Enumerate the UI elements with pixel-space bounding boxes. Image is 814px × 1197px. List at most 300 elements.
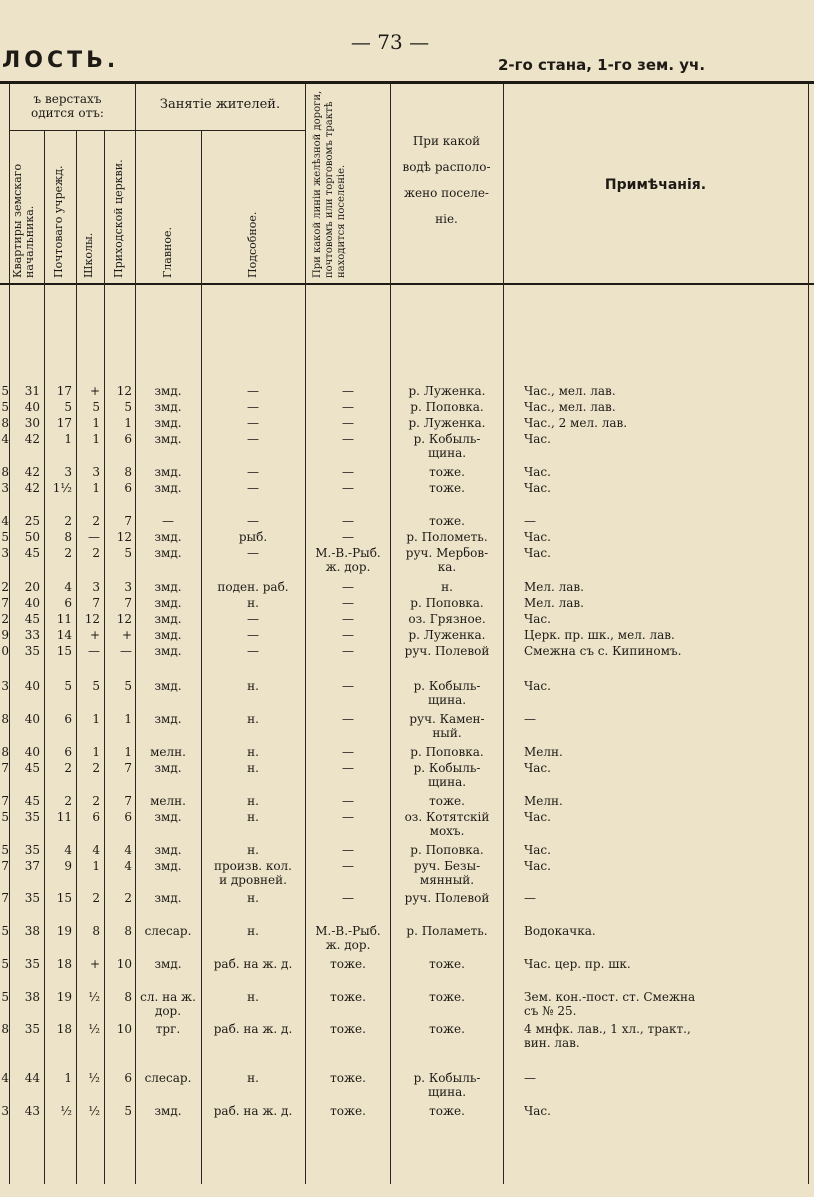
row-11-rail-cell — [306, 596, 390, 610]
row-21-edge: 5 — [1, 843, 9, 857]
row-2-sub: — — [247, 400, 259, 414]
row-18-edge: 7 — [1, 761, 9, 775]
row-1-b: 17 — [56, 384, 72, 398]
row-27-note: 4 мнфк. лав., 1 хл., тракт., — [524, 1022, 691, 1036]
row-1-rail: — — [342, 384, 354, 398]
row-20-sub-cell — [202, 810, 304, 824]
row-10-main: змд. — [154, 580, 182, 594]
row-2-main-cell — [137, 400, 199, 414]
row-20-a: 35 — [24, 810, 40, 824]
row-22-main-cell — [137, 859, 199, 873]
row-22-rail-cell — [306, 859, 390, 873]
row-26-main-cell — [137, 990, 199, 1018]
row-28-a-cell — [12, 1071, 40, 1085]
row-4-c: 1 — [92, 432, 100, 446]
row-10-water: н. — [441, 580, 453, 594]
row-2-rail: — — [342, 400, 354, 414]
row-28-c-cell — [78, 1071, 100, 1085]
row-21-c: 4 — [92, 843, 100, 857]
row-7-b-cell — [46, 514, 72, 528]
row-9-note-cell — [524, 546, 806, 560]
row-22-d: 4 — [124, 859, 132, 873]
row-25-edge: 5 — [1, 957, 9, 971]
row-1-a-cell — [12, 384, 40, 398]
main-occupation-header: Главное. — [161, 227, 174, 278]
row-19-water: тоже. — [429, 794, 465, 808]
row-6-note-cell — [524, 481, 806, 495]
row-18-main-cell — [137, 761, 199, 775]
row-7-a: 25 — [24, 514, 40, 528]
row-23-rail-cell — [306, 891, 390, 905]
row-2-b: 5 — [64, 400, 72, 414]
row-17-main-cell — [137, 745, 199, 759]
row-4-sub-cell — [202, 432, 304, 446]
row-3-water: р. Луженка. — [408, 416, 486, 430]
row-2-sub-cell — [202, 400, 304, 414]
row-9-rail-continued: ж. дор. — [325, 560, 371, 574]
row-17-edge-cell — [0, 745, 9, 759]
row-1-c: + — [89, 384, 100, 398]
row-8-note-cell — [524, 530, 806, 544]
row-26-b-cell — [46, 990, 72, 1004]
row-22-note-cell — [524, 859, 806, 873]
row-28-edge: 4 — [1, 1071, 9, 1085]
row-23-a-cell — [12, 891, 40, 905]
row-13-b-cell — [46, 628, 72, 642]
row-29-rail-cell — [306, 1104, 390, 1118]
row-22-d-cell — [106, 859, 132, 873]
row-15-main: змд. — [154, 679, 182, 693]
row-16-a: 40 — [24, 712, 40, 726]
row-27-note-continued: вин. лав. — [524, 1036, 580, 1050]
row-28-c: ½ — [88, 1071, 100, 1085]
row-19-main: мелн. — [150, 794, 186, 808]
row-11-rail: — — [342, 596, 354, 610]
row-26-edge: 5 — [1, 990, 9, 1004]
row-28-b: 1 — [64, 1071, 72, 1085]
row-13-c: + — [89, 628, 100, 642]
row-26-main-continued: дор. — [154, 1004, 182, 1018]
row-5-water: тоже. — [429, 465, 465, 479]
row-22-rail: — — [342, 859, 354, 873]
row-14-rail-cell — [306, 644, 390, 658]
row-14-edge: 0 — [1, 644, 9, 658]
row-18-d: 7 — [124, 761, 132, 775]
row-13-note-cell — [524, 628, 806, 642]
row-11-edge: 7 — [1, 596, 9, 610]
row-27-main-cell — [137, 1022, 199, 1036]
row-5-note: Час. — [524, 465, 551, 479]
row-4-d-cell — [106, 432, 132, 446]
row-25-water-cell — [393, 957, 501, 971]
row-2-edge-cell — [0, 400, 9, 414]
row-26-rail-cell — [306, 990, 390, 1004]
row-22-c: 1 — [92, 859, 100, 873]
row-23-d-cell — [106, 891, 132, 905]
row-25-sub-cell — [202, 957, 304, 971]
row-17-water: р. Поповка. — [410, 745, 484, 759]
railway-column-header: При какой линіи желѣзной дороги, почтовомъ или торговомъ трактѣ находится поселеніе. — [312, 90, 347, 278]
row-25-main: змд. — [154, 957, 182, 971]
row-27-b: 18 — [56, 1022, 72, 1036]
row-16-note: — — [524, 712, 536, 726]
row-7-water-cell — [393, 514, 501, 528]
row-21-sub-cell — [202, 843, 304, 857]
row-26-d-cell — [106, 990, 132, 1004]
row-13-a: 33 — [24, 628, 40, 642]
row-13-edge: 9 — [1, 628, 9, 642]
row-17-a-cell — [12, 745, 40, 759]
row-11-a: 40 — [24, 596, 40, 610]
row-9-main: змд. — [154, 546, 182, 560]
row-27-d-cell — [106, 1022, 132, 1036]
row-27-a: 35 — [24, 1022, 40, 1036]
row-27-c-cell — [78, 1022, 100, 1036]
row-19-b: 2 — [64, 794, 72, 808]
row-22-sub: произв. кол. — [214, 859, 292, 873]
row-2-main: змд. — [154, 400, 182, 414]
row-3-sub-cell — [202, 416, 304, 430]
row-10-water-cell — [393, 580, 501, 594]
row-7-rail: — — [342, 514, 354, 528]
row-6-a: 42 — [24, 481, 40, 495]
row-26-water-cell — [393, 990, 501, 1004]
row-18-a-cell — [12, 761, 40, 775]
row-26-note-cell — [524, 990, 806, 1018]
row-1-edge: 5 — [1, 384, 9, 398]
row-27-b-cell — [46, 1022, 72, 1036]
row-24-water-cell — [393, 924, 501, 938]
row-9-water-cell — [393, 546, 501, 574]
row-11-edge-cell — [0, 596, 9, 610]
row-26-note-continued: съ № 25. — [524, 1004, 577, 1018]
row-29-water-cell — [393, 1104, 501, 1118]
row-13-sub-cell — [202, 628, 304, 642]
row-19-water-cell — [393, 794, 501, 808]
row-24-main: слесар. — [144, 924, 192, 938]
row-11-b-cell — [46, 596, 72, 610]
row-9-sub: — — [247, 546, 259, 560]
row-12-b: 11 — [56, 612, 72, 626]
row-21-rail: — — [342, 843, 354, 857]
row-5-b-cell — [46, 465, 72, 479]
row-3-c: 1 — [92, 416, 100, 430]
row-6-d: 6 — [124, 481, 132, 495]
school-column-header: Школы. — [82, 232, 95, 278]
row-6-sub-cell — [202, 481, 304, 495]
row-27-water-cell — [393, 1022, 501, 1036]
row-11-main: змд. — [154, 596, 182, 610]
row-15-note: Час. — [524, 679, 551, 693]
row-26-d: 8 — [124, 990, 132, 1004]
row-27-c: ½ — [88, 1022, 100, 1036]
row-15-edge-cell — [0, 679, 9, 693]
row-25-d: 10 — [116, 957, 132, 971]
row-24-d: 8 — [124, 924, 132, 938]
church-column-header: Приходской церкви. — [112, 159, 125, 278]
row-29-c-cell — [78, 1104, 100, 1118]
row-4-d: 6 — [124, 432, 132, 446]
row-11-water-cell — [393, 596, 501, 610]
row-24-edge: 5 — [1, 924, 9, 938]
row-21-a-cell — [12, 843, 40, 857]
row-17-sub: н. — [247, 745, 259, 759]
row-26-c-cell — [78, 990, 100, 1004]
row-6-rail: — — [342, 481, 354, 495]
row-25-c: + — [89, 957, 100, 971]
row-13-main-cell — [137, 628, 199, 642]
row-21-note: Час. — [524, 843, 551, 857]
row-19-edge-cell — [0, 794, 9, 808]
row-12-edge: 2 — [1, 612, 9, 626]
row-12-sub-cell — [202, 612, 304, 626]
row-13-b: 14 — [56, 628, 72, 642]
row-2-note: Час., мел. лав. — [524, 400, 616, 414]
row-28-note-cell — [524, 1071, 806, 1085]
row-4-c-cell — [78, 432, 100, 446]
row-29-b: ½ — [60, 1104, 72, 1118]
row-5-rail-cell — [306, 465, 390, 479]
row-11-note-cell — [524, 596, 806, 610]
row-27-rail: тоже. — [330, 1022, 366, 1036]
row-8-note: Час. — [524, 530, 551, 544]
row-12-c: 12 — [84, 612, 100, 626]
row-8-a: 50 — [24, 530, 40, 544]
row-25-edge-cell — [0, 957, 9, 971]
row-2-a-cell — [12, 400, 40, 414]
page-number: — 73 — — [350, 30, 430, 54]
row-14-b: 15 — [56, 644, 72, 658]
row-10-rail: — — [342, 580, 354, 594]
row-21-d: 4 — [124, 843, 132, 857]
row-18-c-cell — [78, 761, 100, 775]
row-12-rail-cell — [306, 612, 390, 626]
row-26-sub: н. — [247, 990, 259, 1004]
row-20-d-cell — [106, 810, 132, 824]
row-16-b: 6 — [64, 712, 72, 726]
row-24-c: 8 — [92, 924, 100, 938]
row-24-a-cell — [12, 924, 40, 938]
row-12-water-cell — [393, 612, 501, 626]
row-20-a-cell — [12, 810, 40, 824]
row-6-rail-cell — [306, 481, 390, 495]
row-1-a: 31 — [24, 384, 40, 398]
row-8-rail-cell — [306, 530, 390, 544]
row-27-edge: 8 — [1, 1022, 9, 1036]
row-25-a-cell — [12, 957, 40, 971]
row-8-c: — — [88, 530, 100, 544]
row-24-rail: М.-В.-Рыб. — [315, 924, 381, 938]
row-21-d-cell — [106, 843, 132, 857]
row-28-rail-cell — [306, 1071, 390, 1085]
row-16-c: 1 — [92, 712, 100, 726]
row-10-edge-cell — [0, 580, 9, 594]
post-column-header: Почтоваго учрежд. — [52, 165, 65, 278]
row-29-a: 43 — [24, 1104, 40, 1118]
row-7-a-cell — [12, 514, 40, 528]
row-27-sub-cell — [202, 1022, 304, 1036]
row-28-main: слесар. — [144, 1071, 192, 1085]
row-2-note-cell — [524, 400, 806, 414]
row-3-edge-cell — [0, 416, 9, 430]
row-17-a: 40 — [24, 745, 40, 759]
row-9-a: 45 — [24, 546, 40, 560]
column-divider — [104, 130, 105, 1184]
row-20-main: змд. — [154, 810, 182, 824]
row-22-water: руч. Безы- — [413, 859, 481, 873]
row-19-c-cell — [78, 794, 100, 808]
row-7-sub-cell — [202, 514, 304, 528]
row-15-water-continued: щина. — [427, 693, 467, 707]
row-25-sub: раб. на ж. д. — [213, 957, 293, 971]
row-4-sub: — — [247, 432, 259, 446]
row-8-edge: 5 — [1, 530, 9, 544]
row-15-rail: — — [342, 679, 354, 693]
row-3-c-cell — [78, 416, 100, 430]
row-2-water-cell — [393, 400, 501, 414]
row-6-d-cell — [106, 481, 132, 495]
row-8-a-cell — [12, 530, 40, 544]
row-6-water: тоже. — [429, 481, 465, 495]
row-15-d: 5 — [124, 679, 132, 693]
row-15-a-cell — [12, 679, 40, 693]
row-5-c: 3 — [92, 465, 100, 479]
row-16-b-cell — [46, 712, 72, 726]
row-23-main-cell — [137, 891, 199, 905]
row-23-sub-cell — [202, 891, 304, 905]
row-13-a-cell — [12, 628, 40, 642]
notes-column-header: Примѣчанія. — [604, 177, 707, 193]
row-13-d: + — [121, 628, 132, 642]
row-7-note-cell — [524, 514, 806, 528]
row-4-edge-cell — [0, 432, 9, 446]
row-14-note: Смежна съ с. Кипиномъ. — [524, 644, 682, 658]
row-4-a: 42 — [24, 432, 40, 446]
row-22-sub-cell — [202, 859, 304, 887]
row-19-edge: 7 — [1, 794, 9, 808]
row-14-edge-cell — [0, 644, 9, 658]
row-27-d: 10 — [116, 1022, 132, 1036]
row-23-edge-cell — [0, 891, 9, 905]
row-15-c: 5 — [92, 679, 100, 693]
row-28-d: 6 — [124, 1071, 132, 1085]
row-14-c: — — [88, 644, 100, 658]
column-divider — [503, 84, 504, 1184]
row-1-edge-cell — [0, 384, 9, 398]
row-23-b: 15 — [56, 891, 72, 905]
row-25-a: 35 — [24, 957, 40, 971]
row-8-main-cell — [137, 530, 199, 544]
row-23-d: 2 — [124, 891, 132, 905]
row-2-c-cell — [78, 400, 100, 414]
row-8-sub-cell — [202, 530, 304, 544]
row-7-main: — — [162, 514, 174, 528]
row-9-c-cell — [78, 546, 100, 560]
row-3-note: Час., 2 мел. лав. — [524, 416, 628, 430]
row-12-a-cell — [12, 612, 40, 626]
row-10-main-cell — [137, 580, 199, 594]
row-27-note-cell — [524, 1022, 806, 1050]
row-28-edge-cell — [0, 1071, 9, 1085]
row-18-d-cell — [106, 761, 132, 775]
row-16-rail: — — [342, 712, 354, 726]
row-21-sub: н. — [247, 843, 259, 857]
row-22-a: 37 — [24, 859, 40, 873]
row-7-note: — — [524, 514, 536, 528]
row-22-water-continued: мянный. — [419, 873, 475, 887]
row-9-rail-cell — [306, 546, 390, 574]
row-19-rail-cell — [306, 794, 390, 808]
row-16-d-cell — [106, 712, 132, 726]
row-28-sub: н. — [247, 1071, 259, 1085]
row-15-edge: 3 — [1, 679, 9, 693]
row-25-b: 18 — [56, 957, 72, 971]
row-14-a: 35 — [24, 644, 40, 658]
row-24-rail-cell — [306, 924, 390, 952]
row-22-b: 9 — [64, 859, 72, 873]
row-23-c: 2 — [92, 891, 100, 905]
row-29-rail: тоже. — [330, 1104, 366, 1118]
row-1-rail-cell — [306, 384, 390, 398]
row-15-sub: н. — [247, 679, 259, 693]
row-15-sub-cell — [202, 679, 304, 693]
row-26-water: тоже. — [429, 990, 465, 1004]
row-12-edge-cell — [0, 612, 9, 626]
row-8-d-cell — [106, 530, 132, 544]
row-26-b: 19 — [56, 990, 72, 1004]
row-5-a: 42 — [24, 465, 40, 479]
row-29-note: Час. — [524, 1104, 551, 1118]
row-10-c-cell — [78, 580, 100, 594]
row-14-d: — — [120, 644, 132, 658]
row-12-d-cell — [106, 612, 132, 626]
row-26-c: ½ — [88, 990, 100, 1004]
row-4-water-cell — [393, 432, 501, 460]
row-1-sub-cell — [202, 384, 304, 398]
row-18-rail-cell — [306, 761, 390, 775]
top-rule — [0, 81, 814, 84]
row-5-rail: — — [342, 465, 354, 479]
row-18-b-cell — [46, 761, 72, 775]
row-11-water: р. Поповка. — [410, 596, 484, 610]
row-24-rail-continued: ж. дор. — [325, 938, 371, 952]
row-6-edge-cell — [0, 481, 9, 495]
row-16-a-cell — [12, 712, 40, 726]
row-3-sub: — — [247, 416, 259, 430]
row-20-d: 6 — [124, 810, 132, 824]
row-5-d-cell — [106, 465, 132, 479]
row-23-note-cell — [524, 891, 806, 905]
row-2-rail-cell — [306, 400, 390, 414]
row-6-b: 1½ — [52, 481, 72, 495]
row-2-d: 5 — [124, 400, 132, 414]
row-1-main: змд. — [154, 384, 182, 398]
row-20-b: 11 — [56, 810, 72, 824]
row-24-main-cell — [137, 924, 199, 938]
distance-group-line2: одится отъ: — [31, 106, 104, 120]
row-16-water-continued: ный. — [432, 726, 462, 740]
row-12-a: 45 — [24, 612, 40, 626]
row-4-b-cell — [46, 432, 72, 446]
row-13-edge-cell — [0, 628, 9, 642]
row-5-d: 8 — [124, 465, 132, 479]
row-17-d-cell — [106, 745, 132, 759]
row-26-note: Зем. кон.-пост. ст. Смежна — [524, 990, 696, 1004]
row-15-note-cell — [524, 679, 806, 693]
row-14-note-cell — [524, 644, 806, 658]
row-3-note-cell — [524, 416, 806, 430]
row-6-c-cell — [78, 481, 100, 495]
